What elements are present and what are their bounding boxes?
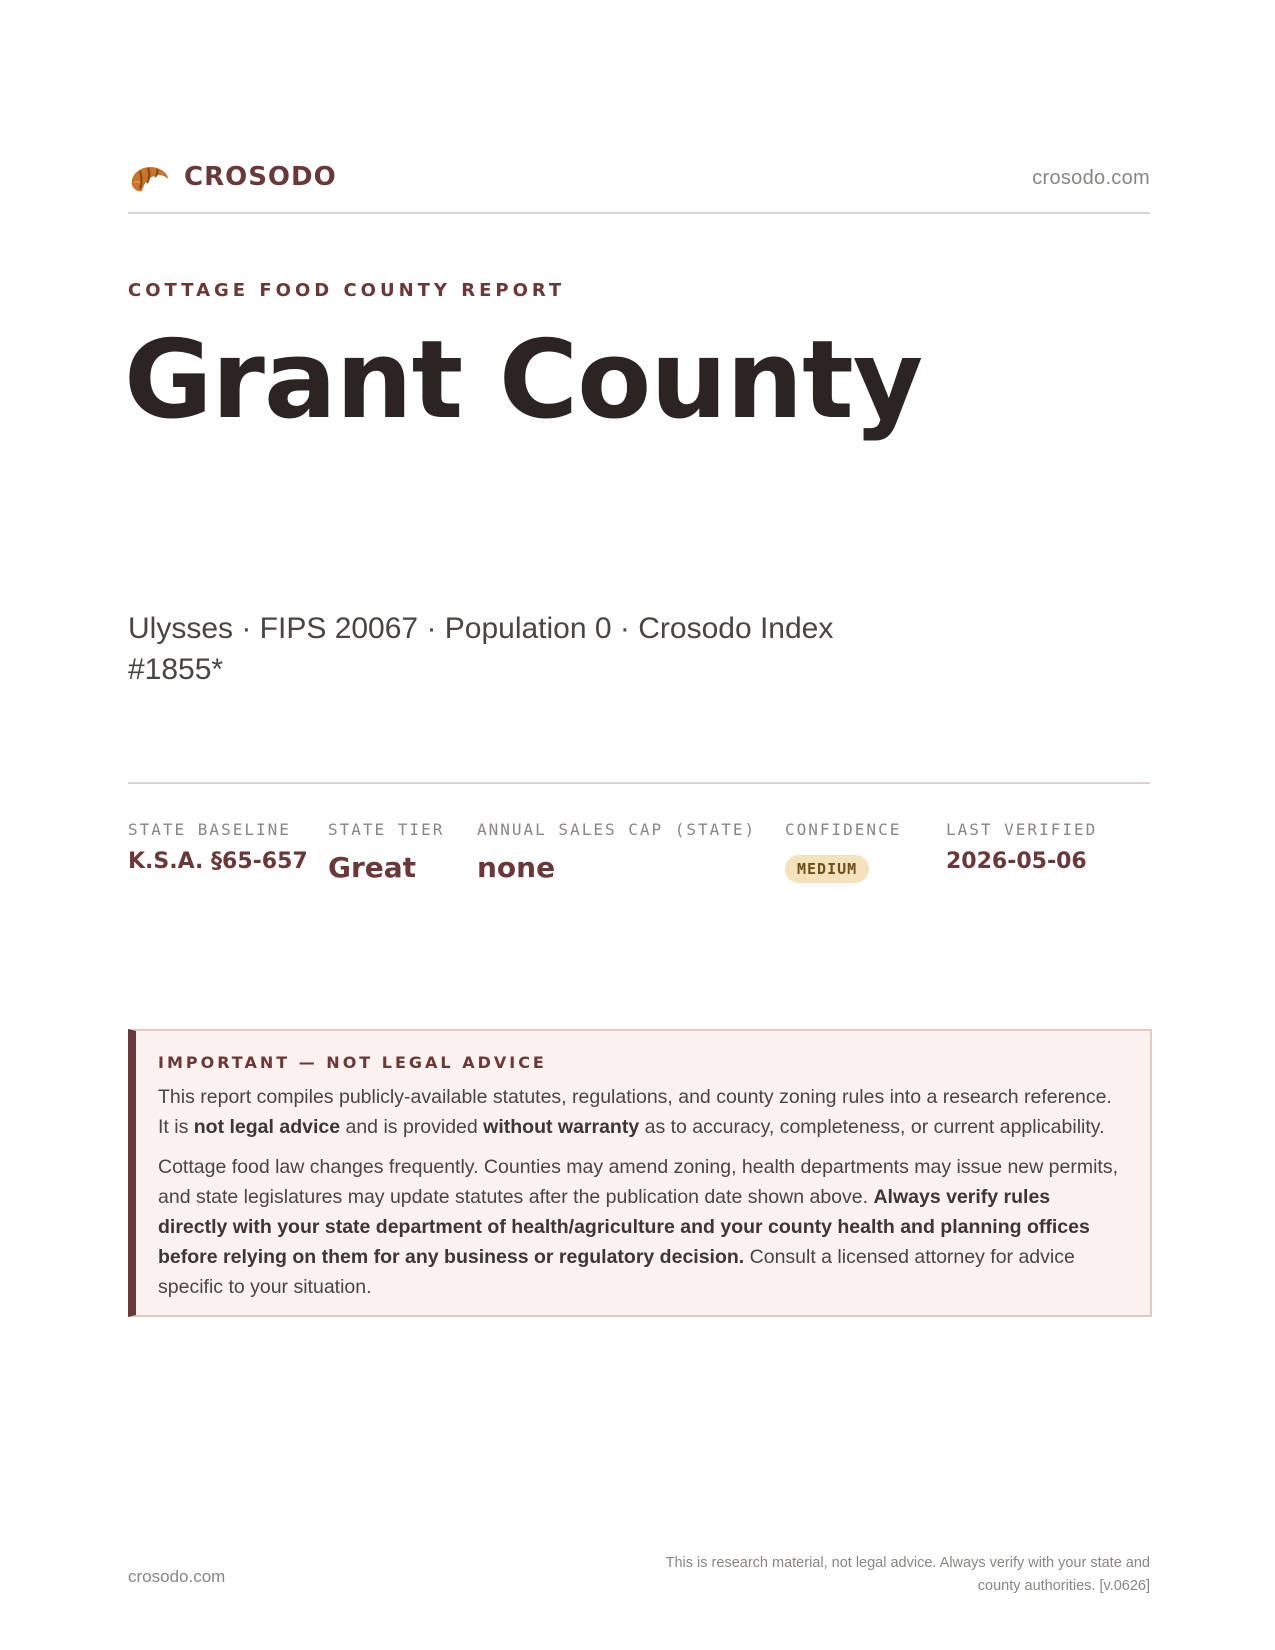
confidence-badge: MEDIUM — [785, 855, 869, 883]
croissant-icon — [128, 159, 170, 195]
notice-text: as to accuracy, completeness, or current applicability. — [639, 1116, 1105, 1138]
stat-state-tier — [328, 820, 444, 884]
stat-value: Great — [328, 851, 417, 884]
notice-text: Consult a licensed attorney for advice specific to your situation. — [158, 1246, 1075, 1298]
county-subtitle: Ulysses · FIPS 20067 · Population 0 · Crosodo Index #1855* — [128, 612, 834, 686]
stat-confidence — [785, 820, 901, 883]
notice-heading: IMPORTANT — NOT LEGAL ADVICE — [158, 1053, 547, 1072]
stat-annual-sales-cap — [477, 820, 756, 884]
stat-value: none — [477, 851, 556, 884]
notice-text: Cottage food law changes frequently. Counties may amend zoning, health departments may issue new permits, and state legislatures may update statutes after the publication date shown above. — [158, 1156, 1118, 1208]
legal-notice — [128, 1029, 1152, 1317]
brand-name: CROSODO — [184, 162, 337, 192]
page-header — [128, 152, 1150, 214]
stat-label: STATE TIER — [328, 820, 445, 839]
report-eyebrow: COTTAGE FOOD COUNTY REPORT — [128, 280, 566, 301]
stat-label: ANNUAL SALES CAP (STATE) — [477, 820, 757, 839]
site-link[interactable]: crosodo.com — [1032, 167, 1150, 189]
page-title: Grant County — [124, 318, 923, 443]
notice-emphasis: Always verify rules directly with your state department of health/agriculture and your county health and planning offices before relying on them for any business or regulatory decision. — [158, 1186, 1090, 1268]
footer-site-link[interactable]: crosodo.com — [128, 1567, 226, 1586]
notice-emphasis: not legal advice — [193, 1116, 341, 1138]
stat-label: STATE BASELINE — [128, 820, 291, 839]
section-divider — [128, 782, 1150, 784]
stat-value: 2026-05-06 — [946, 849, 1087, 874]
notice-text: This report compiles publicly-available statutes, regulations, and county zoning rules into a research reference. It is — [158, 1086, 1112, 1138]
notice-paragraph — [158, 1082, 1124, 1142]
notice-emphasis: without warranty — [483, 1116, 640, 1138]
stat-last-verified — [946, 820, 1097, 874]
report-page — [124, 0, 1150, 1650]
footer-disclaimer: This is research material, not legal advice. Always verify with your state and county authorities. [v.0626] — [665, 1555, 1150, 1594]
notice-paragraph — [158, 1152, 1124, 1302]
stat-value: K.S.A. §65-657 — [128, 849, 308, 874]
stat-state-baseline — [128, 820, 308, 874]
stat-label: LAST VERIFIED — [946, 820, 1098, 839]
notice-text: and is provided — [340, 1116, 484, 1138]
stat-label: CONFIDENCE — [785, 820, 902, 839]
